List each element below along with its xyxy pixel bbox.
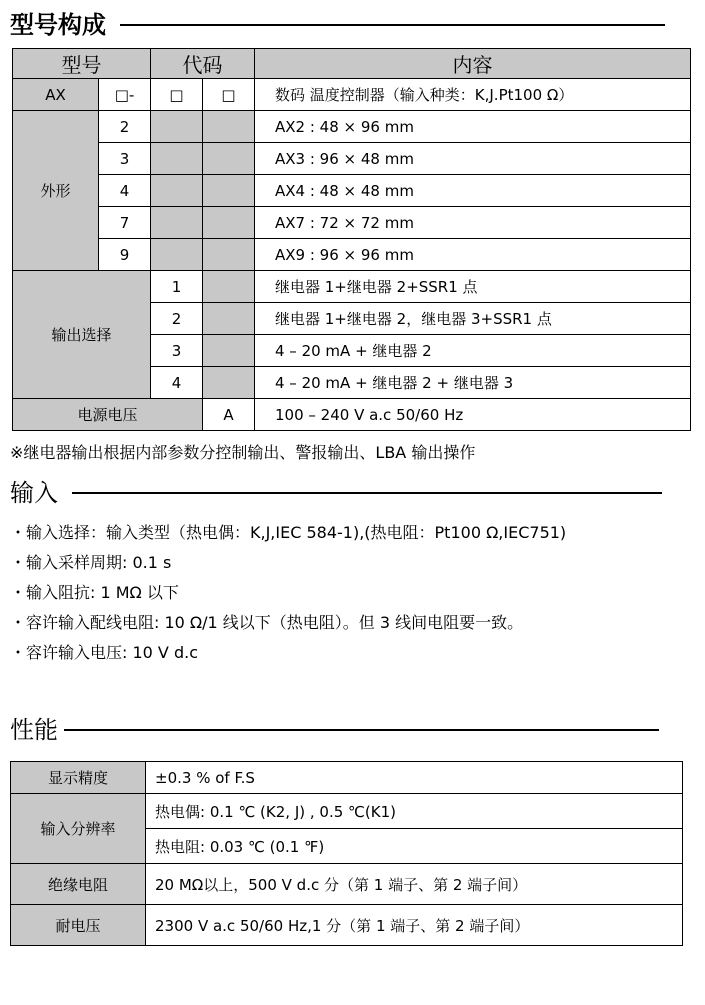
shape-content-cell: AX9 : 96 × 96 mm (255, 239, 691, 271)
relay-note: ※继电器输出根据内部参数分控制输出、警报输出、LBA 输出操作 (10, 443, 476, 462)
withstand-value: 2300 V a.c 50/60 Hz,1 分（第 1 端子、第 2 端子间） (146, 905, 683, 946)
ax-content-cell: 数码 温度控制器（输入种类：K,J.Pt100 Ω） (255, 79, 691, 111)
input-title: 输入 (10, 479, 58, 507)
output-code-cell: 3 (151, 335, 203, 367)
power-label-cell: 电源电压 (13, 399, 203, 431)
title-rule (64, 729, 659, 731)
ax-code2-cell: □ (151, 79, 203, 111)
output-label-cell: 输出选择 (13, 271, 151, 399)
shape-code-cell: 9 (99, 239, 151, 271)
input-list (10, 518, 566, 668)
list-item: ・容许输入电压: 10 V d.c (10, 643, 198, 662)
insulation-label: 绝缘电阻 (11, 864, 146, 905)
shape-code-cell: 7 (99, 207, 151, 239)
model-title: 型号构成 (10, 11, 106, 39)
list-item: ・输入阻抗: 1 MΩ 以下 (10, 583, 179, 602)
model-section-title (10, 10, 665, 40)
accuracy-value: ±0.3 % of F.S (146, 762, 683, 794)
header-code: 代码 (151, 49, 255, 79)
shape-content-cell: AX4 : 48 × 48 mm (255, 175, 691, 207)
header-model: 型号 (13, 49, 151, 79)
shape-content-cell: AX3 : 96 × 48 mm (255, 143, 691, 175)
performance-section-title (10, 715, 659, 745)
resolution-label: 输入分辨率 (11, 794, 146, 864)
shape-code-cell: 4 (99, 175, 151, 207)
output-content-cell: 继电器 1+继电器 2+SSR1 点 (255, 271, 691, 303)
performance-table (10, 761, 683, 946)
model-table (12, 48, 691, 431)
output-code-cell: 4 (151, 367, 203, 399)
shape-label-cell: 外形 (13, 111, 99, 271)
title-rule (72, 492, 662, 494)
shape-code-cell: 3 (99, 143, 151, 175)
ax-model-cell: AX (13, 79, 99, 111)
resolution-tc-value: 热电偶: 0.1 ℃ (K2, J) , 0.5 ℃(K1) (146, 794, 683, 829)
list-item: ・输入采样周期: 0.1 s (10, 553, 172, 572)
output-code-cell: 2 (151, 303, 203, 335)
list-item: ・容许输入配线电阻: 10 Ω/1 线以下（热电阻）。但 3 线间电阻要一致。 (10, 613, 524, 632)
power-code-cell: A (203, 399, 255, 431)
output-code-cell: 1 (151, 271, 203, 303)
header-content: 内容 (255, 49, 691, 79)
shape-content-cell: AX2 : 48 × 96 mm (255, 111, 691, 143)
output-content-cell: 4 – 20 mA + 继电器 2 + 继电器 3 (255, 367, 691, 399)
output-content-cell: 继电器 1+继电器 2，继电器 3+SSR1 点 (255, 303, 691, 335)
ax-code1-cell: □- (99, 79, 151, 111)
ax-code3-cell: □ (203, 79, 255, 111)
insulation-value: 20 MΩ以上，500 V d.c 分（第 1 端子、第 2 端子间） (146, 864, 683, 905)
accuracy-label: 显示精度 (11, 762, 146, 794)
performance-title: 性能 (10, 716, 58, 744)
title-rule (120, 24, 665, 26)
output-content-cell: 4 – 20 mA + 继电器 2 (255, 335, 691, 367)
withstand-label: 耐电压 (11, 905, 146, 946)
shape-content-cell: AX7 : 72 × 72 mm (255, 207, 691, 239)
resolution-rtd-value: 热电阻: 0.03 ℃ (0.1 ℉) (146, 829, 683, 864)
list-item: ・输入选择：输入类型（热电偶：K,J,IEC 584-1),(热电阻：Pt100 Ω,IEC751) (10, 523, 567, 542)
input-section-title (10, 478, 662, 508)
power-content-cell: 100 – 240 V a.c 50/60 Hz (255, 399, 691, 431)
shape-code-cell: 2 (99, 111, 151, 143)
